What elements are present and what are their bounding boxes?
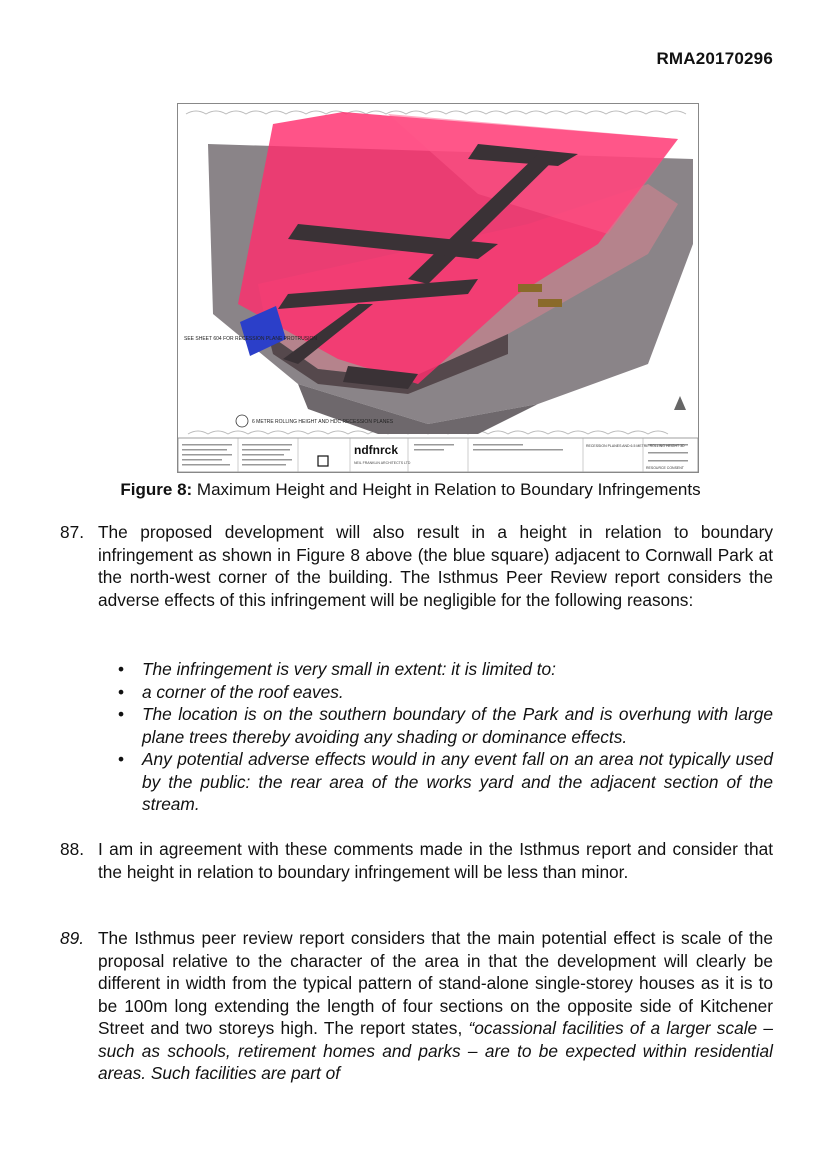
reasons-list <box>98 658 773 816</box>
paragraph-87 <box>60 521 773 611</box>
paragraph-text: The proposed development will also result in a height in relation to boundary infringement as shown in Figure 8 above (the blue square) adjacent to Cornwall Park at the north-west corner of the building. The Isthmus Peer Review report considers the adverse effects of this infringement will be negligible for the following reasons: <box>98 522 773 610</box>
paragraph-89 <box>60 927 773 1085</box>
roof-block-1 <box>518 284 542 292</box>
document-reference: RMA20170296 <box>656 49 773 68</box>
paragraph-number: 88. <box>60 839 85 859</box>
figure-8-drawing <box>177 103 699 473</box>
caption-label: Figure 8: <box>120 480 193 499</box>
sheet-note: SEE SHEET 604 FOR RECESSION PLANE PROTRUSION <box>184 336 317 342</box>
figure-caption <box>0 480 821 500</box>
architect-name: NEIL FRANKLIN ARCHITECTS LTD <box>354 461 411 465</box>
view-label: 6 METRE ROLLING HEIGHT AND HDC RECESSION PLANES <box>252 419 394 425</box>
list-item: • The location is on the southern boundary of the Park and is overhung with large plane trees thereby avoiding any shading or dominance effects. <box>118 704 773 747</box>
paragraph-text: The Isthmus peer review report considers that the main potential effect is scale of the proposal relative to the character of the area in that the development will clearly be different in width from the typical pattern of stand-alone single-storey houses as it is to be 100m long extending the length of four sections on the opposite side of Kitchener Street and two storeys high. The report states, “ocassional facilities of a larger scale – such as schools, retirement homes and parks – are to be expected within residential areas. Such facilities are part of <box>98 928 774 1083</box>
sheet-status: RESOURCE CONSENT <box>646 466 684 470</box>
paragraph-text: I am in agreement with these comments made in the Isthmus report and consider that the height in relation to boundary infringement will be less than minor. <box>98 839 773 882</box>
paragraph-number: 87. <box>60 522 85 542</box>
paragraph-88 <box>60 838 773 883</box>
view-marker-icon <box>236 415 248 427</box>
list-item: • Any potential adverse effects would in any event fall on an area not typically used by the public: the rear area of the works yard and the adjacent section of the stream. <box>118 749 773 814</box>
north-arrow-icon <box>674 396 686 410</box>
tree-line-top <box>186 111 686 114</box>
roof-block-2 <box>538 299 562 307</box>
paragraph-number: 89. <box>60 928 85 948</box>
list-item: • a corner of the roof eaves. <box>118 681 344 702</box>
architectural-3d-view <box>178 104 698 472</box>
list-item: • The infringement is very small in extent: it is limited to: <box>118 659 556 679</box>
caption-text: Maximum Height and Height in Relation to Boundary Infringements <box>192 480 701 499</box>
architect-logo: ndfnrck <box>354 443 399 457</box>
quoted-text: “ocassional facilities of a larger scale – such as schools, retirement homes and parks – are to be expected within residential areas. Such facilities are part of <box>98 1018 774 1083</box>
sheet-title: RECESSION PLANES AND 6.5 METRE ROLLING HEIGHT 3D <box>586 444 685 448</box>
